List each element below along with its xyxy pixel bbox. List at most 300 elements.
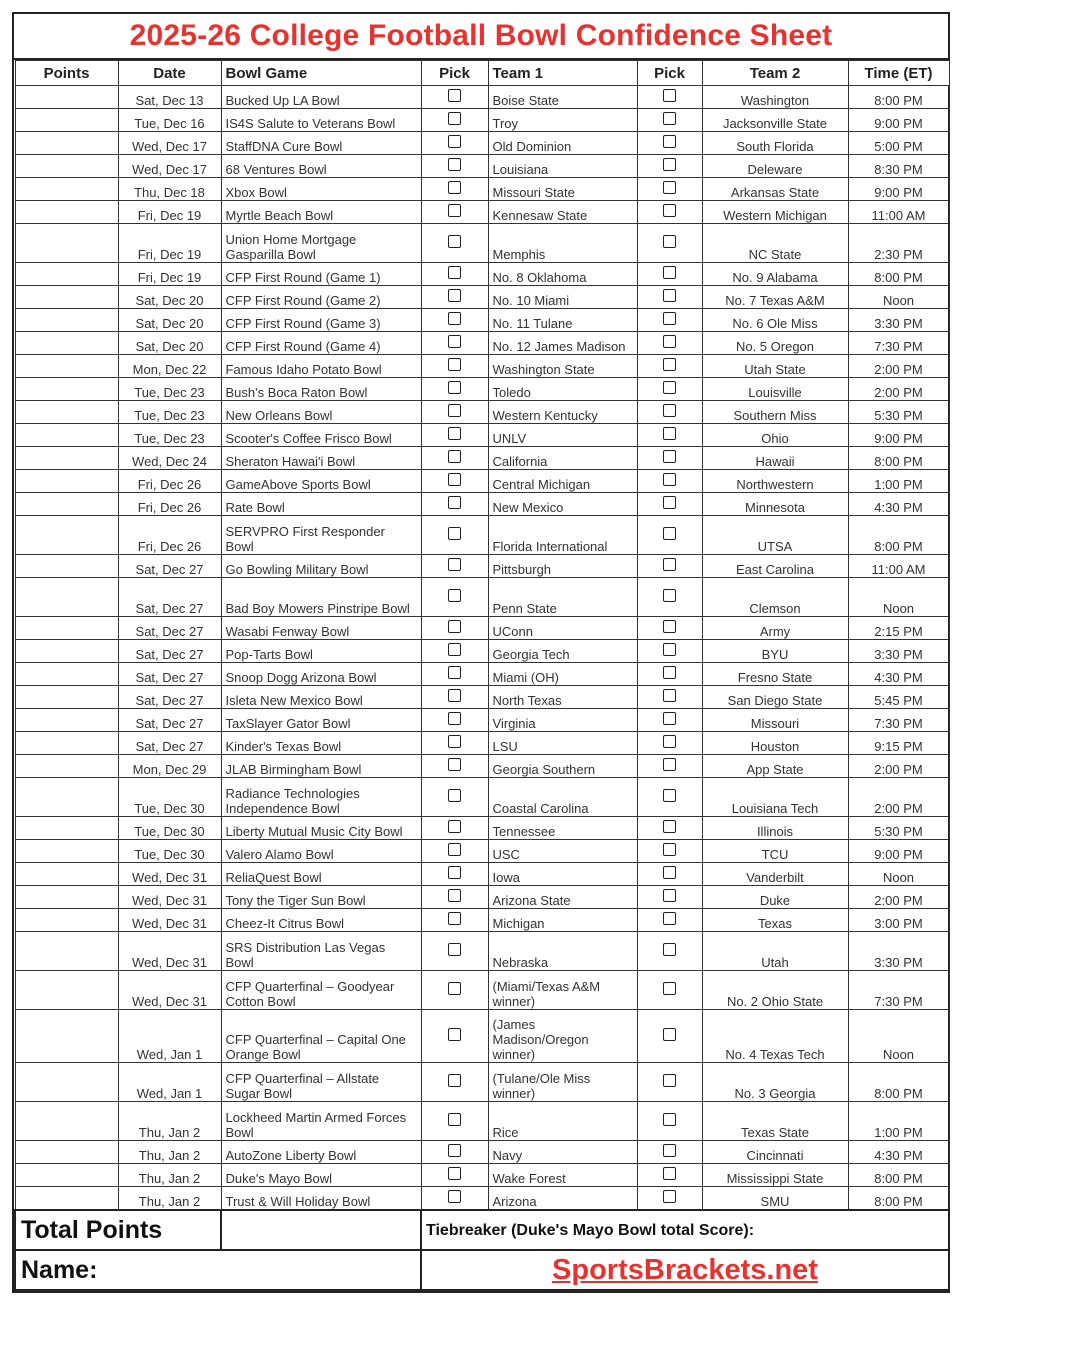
points-cell[interactable] bbox=[15, 617, 118, 640]
pick-checkbox[interactable] bbox=[448, 158, 461, 171]
table-row bbox=[15, 470, 949, 493]
date-cell: Tue, Dec 30 bbox=[118, 817, 221, 840]
pick-2-cell bbox=[637, 555, 702, 578]
bowl-cell: Sheraton Hawai'i Bowl bbox=[221, 447, 421, 470]
time-cell: 7:30 PM bbox=[848, 709, 949, 732]
pick-2-cell bbox=[637, 709, 702, 732]
bowl-cell: CFP First Round (Game 3) bbox=[221, 309, 421, 332]
pick-checkbox[interactable] bbox=[448, 496, 461, 509]
points-cell[interactable] bbox=[15, 1010, 118, 1063]
pick-checkbox[interactable] bbox=[448, 889, 461, 902]
pick-checkbox[interactable] bbox=[448, 181, 461, 194]
pick-1-cell bbox=[421, 971, 488, 1010]
time-cell: 9:00 PM bbox=[848, 424, 949, 447]
pick-checkbox[interactable] bbox=[663, 1167, 676, 1180]
pick-checkbox[interactable] bbox=[663, 758, 676, 771]
date-cell: Tue, Dec 30 bbox=[118, 778, 221, 817]
total-points-field[interactable] bbox=[221, 1210, 421, 1250]
pick-checkbox[interactable] bbox=[663, 1113, 676, 1126]
time-cell: 2:30 PM bbox=[848, 224, 949, 263]
points-cell[interactable] bbox=[15, 332, 118, 355]
date-cell: Sat, Dec 20 bbox=[118, 286, 221, 309]
time-cell: 3:30 PM bbox=[848, 309, 949, 332]
team-2-cell: SMU bbox=[702, 1187, 848, 1211]
col-pick-1: Pick bbox=[421, 61, 488, 86]
team-1-cell: Michigan bbox=[488, 909, 637, 932]
time-cell: 8:00 PM bbox=[848, 516, 949, 555]
pick-2-cell bbox=[637, 578, 702, 617]
pick-2-cell bbox=[637, 640, 702, 663]
table-row bbox=[15, 86, 949, 109]
pick-checkbox[interactable] bbox=[448, 912, 461, 925]
time-cell: 9:00 PM bbox=[848, 178, 949, 201]
points-cell[interactable] bbox=[15, 447, 118, 470]
table-row bbox=[15, 1141, 949, 1164]
pick-2-cell bbox=[637, 516, 702, 555]
pick-checkbox[interactable] bbox=[448, 266, 461, 279]
pick-checkbox[interactable] bbox=[663, 266, 676, 279]
team-1-cell: Memphis bbox=[488, 224, 637, 263]
pick-checkbox[interactable] bbox=[663, 1190, 676, 1203]
pick-checkbox[interactable] bbox=[663, 158, 676, 171]
pick-2-cell bbox=[637, 155, 702, 178]
points-cell[interactable] bbox=[15, 309, 118, 332]
team-2-cell: Western Michigan bbox=[702, 201, 848, 224]
date-cell: Sat, Dec 13 bbox=[118, 86, 221, 109]
pick-checkbox[interactable] bbox=[663, 689, 676, 702]
team-2-cell: No. 2 Ohio State bbox=[702, 971, 848, 1010]
pick-1-cell bbox=[421, 355, 488, 378]
pick-2-cell bbox=[637, 1010, 702, 1063]
points-cell[interactable] bbox=[15, 1102, 118, 1141]
pick-checkbox[interactable] bbox=[663, 312, 676, 325]
pick-checkbox[interactable] bbox=[448, 643, 461, 656]
pick-checkbox[interactable] bbox=[663, 820, 676, 833]
team-2-cell: No. 5 Oregon bbox=[702, 332, 848, 355]
date-cell: Sat, Dec 27 bbox=[118, 640, 221, 663]
pick-checkbox[interactable] bbox=[663, 866, 676, 879]
team-2-cell: Jacksonville State bbox=[702, 109, 848, 132]
pick-2-cell bbox=[637, 817, 702, 840]
bowl-cell: Scooter's Coffee Frisco Bowl bbox=[221, 424, 421, 447]
pick-checkbox[interactable] bbox=[663, 620, 676, 633]
points-cell[interactable] bbox=[15, 817, 118, 840]
points-cell[interactable] bbox=[15, 886, 118, 909]
pick-checkbox[interactable] bbox=[663, 112, 676, 125]
pick-checkbox[interactable] bbox=[663, 335, 676, 348]
table-row bbox=[15, 1187, 949, 1211]
team-2-cell: No. 9 Alabama bbox=[702, 263, 848, 286]
pick-checkbox[interactable] bbox=[448, 312, 461, 325]
points-cell[interactable] bbox=[15, 1187, 118, 1211]
team-2-cell: App State bbox=[702, 755, 848, 778]
date-cell: Wed, Dec 31 bbox=[118, 971, 221, 1010]
time-cell: 9:15 PM bbox=[848, 732, 949, 755]
team-1-cell: Western Kentucky bbox=[488, 401, 637, 424]
team-1-cell: Navy bbox=[488, 1141, 637, 1164]
points-cell[interactable] bbox=[15, 686, 118, 709]
points-cell[interactable] bbox=[15, 840, 118, 863]
pick-1-cell bbox=[421, 555, 488, 578]
time-cell: 8:00 PM bbox=[848, 1164, 949, 1187]
time-cell: 1:00 PM bbox=[848, 1102, 949, 1141]
pick-checkbox[interactable] bbox=[663, 912, 676, 925]
pick-2-cell bbox=[637, 686, 702, 709]
col-date: Date bbox=[118, 61, 221, 86]
table-row bbox=[15, 1010, 949, 1063]
date-cell: Wed, Jan 1 bbox=[118, 1063, 221, 1102]
pick-checkbox[interactable] bbox=[663, 1144, 676, 1157]
pick-checkbox[interactable] bbox=[663, 89, 676, 102]
table-row bbox=[15, 778, 949, 817]
pick-1-cell bbox=[421, 932, 488, 971]
pick-checkbox[interactable] bbox=[448, 789, 461, 802]
bowl-cell: Union Home Mortgage Gasparilla Bowl bbox=[221, 224, 421, 263]
time-cell: 8:00 PM bbox=[848, 1187, 949, 1211]
pick-checkbox[interactable] bbox=[663, 735, 676, 748]
pick-checkbox[interactable] bbox=[448, 335, 461, 348]
pick-2-cell bbox=[637, 470, 702, 493]
team-2-cell: Deleware bbox=[702, 155, 848, 178]
pick-checkbox[interactable] bbox=[448, 866, 461, 879]
points-cell[interactable] bbox=[15, 863, 118, 886]
time-cell: 2:00 PM bbox=[848, 378, 949, 401]
points-cell[interactable] bbox=[15, 578, 118, 617]
pick-2-cell bbox=[637, 732, 702, 755]
team-1-cell: Georgia Tech bbox=[488, 640, 637, 663]
col-team-2: Team 2 bbox=[702, 61, 848, 86]
bowl-cell: CFP Quarterfinal – Allstate Sugar Bowl bbox=[221, 1063, 421, 1102]
team-1-cell: Wake Forest bbox=[488, 1164, 637, 1187]
pick-checkbox[interactable] bbox=[663, 712, 676, 725]
bowl-cell: CFP First Round (Game 2) bbox=[221, 286, 421, 309]
pick-2-cell bbox=[637, 86, 702, 109]
team-2-cell: No. 3 Georgia bbox=[702, 1063, 848, 1102]
pick-checkbox[interactable] bbox=[663, 1028, 676, 1041]
time-cell: Noon bbox=[848, 578, 949, 617]
team-2-cell: Utah bbox=[702, 932, 848, 971]
team-2-cell: Northwestern bbox=[702, 470, 848, 493]
pick-checkbox[interactable] bbox=[448, 473, 461, 486]
pick-1-cell bbox=[421, 663, 488, 686]
team-2-cell: No. 7 Texas A&M bbox=[702, 286, 848, 309]
pick-checkbox[interactable] bbox=[448, 204, 461, 217]
team-2-cell: NC State bbox=[702, 224, 848, 263]
table-row bbox=[15, 709, 949, 732]
pick-2-cell bbox=[637, 971, 702, 1010]
bowl-cell: Isleta New Mexico Bowl bbox=[221, 686, 421, 709]
pick-2-cell bbox=[637, 663, 702, 686]
team-2-cell: Ohio bbox=[702, 424, 848, 447]
pick-checkbox[interactable] bbox=[448, 381, 461, 394]
pick-checkbox[interactable] bbox=[448, 527, 461, 540]
date-cell: Fri, Dec 26 bbox=[118, 493, 221, 516]
time-cell: Noon bbox=[848, 863, 949, 886]
pick-checkbox[interactable] bbox=[663, 204, 676, 217]
pick-checkbox[interactable] bbox=[663, 666, 676, 679]
team-1-cell: Boise State bbox=[488, 86, 637, 109]
pick-checkbox[interactable] bbox=[448, 135, 461, 148]
table-row bbox=[15, 447, 949, 470]
pick-1-cell bbox=[421, 863, 488, 886]
pick-checkbox[interactable] bbox=[448, 1167, 461, 1180]
points-cell[interactable] bbox=[15, 286, 118, 309]
time-cell: 2:15 PM bbox=[848, 617, 949, 640]
points-cell[interactable] bbox=[15, 709, 118, 732]
time-cell: 8:00 PM bbox=[848, 1063, 949, 1102]
points-cell[interactable] bbox=[15, 755, 118, 778]
points-cell[interactable] bbox=[15, 778, 118, 817]
pick-2-cell bbox=[637, 778, 702, 817]
pick-checkbox[interactable] bbox=[663, 889, 676, 902]
confidence-sheet bbox=[12, 12, 950, 1293]
pick-checkbox[interactable] bbox=[448, 427, 461, 440]
pick-checkbox[interactable] bbox=[448, 735, 461, 748]
pick-1-cell bbox=[421, 401, 488, 424]
points-cell[interactable] bbox=[15, 378, 118, 401]
pick-checkbox[interactable] bbox=[663, 235, 676, 248]
pick-checkbox[interactable] bbox=[448, 666, 461, 679]
pick-checkbox[interactable] bbox=[663, 558, 676, 571]
points-cell[interactable] bbox=[15, 178, 118, 201]
pick-checkbox[interactable] bbox=[448, 235, 461, 248]
bowl-cell: Duke's Mayo Bowl bbox=[221, 1164, 421, 1187]
date-cell: Sat, Dec 27 bbox=[118, 709, 221, 732]
team-2-cell: Minnesota bbox=[702, 493, 848, 516]
team-2-cell: UTSA bbox=[702, 516, 848, 555]
pick-checkbox[interactable] bbox=[663, 943, 676, 956]
team-2-cell: Duke bbox=[702, 886, 848, 909]
bowl-cell: Pop-Tarts Bowl bbox=[221, 640, 421, 663]
points-cell[interactable] bbox=[15, 1063, 118, 1102]
team-1-cell: Penn State bbox=[488, 578, 637, 617]
bowl-cell: Tony the Tiger Sun Bowl bbox=[221, 886, 421, 909]
time-cell: 8:00 PM bbox=[848, 447, 949, 470]
pick-checkbox[interactable] bbox=[663, 496, 676, 509]
bowl-cell: CFP First Round (Game 4) bbox=[221, 332, 421, 355]
pick-2-cell bbox=[637, 755, 702, 778]
points-cell[interactable] bbox=[15, 201, 118, 224]
pick-checkbox[interactable] bbox=[663, 289, 676, 302]
pick-1-cell bbox=[421, 516, 488, 555]
table-row bbox=[15, 840, 949, 863]
table-row bbox=[15, 493, 949, 516]
time-cell: 3:00 PM bbox=[848, 909, 949, 932]
time-cell: 9:00 PM bbox=[848, 840, 949, 863]
col-team-1: Team 1 bbox=[488, 61, 637, 86]
points-cell[interactable] bbox=[15, 470, 118, 493]
bowl-cell: Rate Bowl bbox=[221, 493, 421, 516]
team-1-cell: Rice bbox=[488, 1102, 637, 1141]
pick-1-cell bbox=[421, 86, 488, 109]
pick-checkbox[interactable] bbox=[448, 589, 461, 602]
team-1-cell: Missouri State bbox=[488, 178, 637, 201]
table-row bbox=[15, 578, 949, 617]
pick-checkbox[interactable] bbox=[448, 943, 461, 956]
tiebreaker-label: Tiebreaker (Duke's Mayo Bowl total Score): bbox=[421, 1210, 949, 1250]
pick-1-cell bbox=[421, 686, 488, 709]
team-2-cell: Utah State bbox=[702, 355, 848, 378]
points-cell[interactable] bbox=[15, 971, 118, 1010]
points-cell[interactable] bbox=[15, 224, 118, 263]
pick-checkbox[interactable] bbox=[663, 427, 676, 440]
team-1-cell: Miami (OH) bbox=[488, 663, 637, 686]
pick-2-cell bbox=[637, 1187, 702, 1211]
time-cell: 3:30 PM bbox=[848, 932, 949, 971]
points-cell[interactable] bbox=[15, 263, 118, 286]
table-row bbox=[15, 971, 949, 1010]
team-1-cell: North Texas bbox=[488, 686, 637, 709]
team-1-cell: Troy bbox=[488, 109, 637, 132]
table-row bbox=[15, 263, 949, 286]
pick-checkbox[interactable] bbox=[663, 789, 676, 802]
pick-checkbox[interactable] bbox=[663, 843, 676, 856]
date-cell: Mon, Dec 22 bbox=[118, 355, 221, 378]
pick-checkbox[interactable] bbox=[663, 404, 676, 417]
pick-checkbox[interactable] bbox=[663, 181, 676, 194]
points-cell[interactable] bbox=[15, 132, 118, 155]
bowl-cell: Valero Alamo Bowl bbox=[221, 840, 421, 863]
pick-1-cell bbox=[421, 424, 488, 447]
pick-checkbox[interactable] bbox=[448, 820, 461, 833]
pick-1-cell bbox=[421, 224, 488, 263]
pick-checkbox[interactable] bbox=[448, 689, 461, 702]
points-cell[interactable] bbox=[15, 493, 118, 516]
pick-checkbox[interactable] bbox=[448, 1074, 461, 1087]
table-row bbox=[15, 224, 949, 263]
date-cell: Tue, Dec 23 bbox=[118, 401, 221, 424]
bowl-cell: Lockheed Martin Armed Forces Bowl bbox=[221, 1102, 421, 1141]
points-cell[interactable] bbox=[15, 663, 118, 686]
table-row bbox=[15, 909, 949, 932]
points-cell[interactable] bbox=[15, 932, 118, 971]
pick-checkbox[interactable] bbox=[663, 473, 676, 486]
site-link[interactable]: SportsBrackets.net bbox=[421, 1250, 949, 1290]
date-cell: Sat, Dec 27 bbox=[118, 732, 221, 755]
team-1-cell: New Mexico bbox=[488, 493, 637, 516]
date-cell: Wed, Dec 24 bbox=[118, 447, 221, 470]
pick-checkbox[interactable] bbox=[448, 1028, 461, 1041]
team-1-cell: California bbox=[488, 447, 637, 470]
date-cell: Sat, Dec 27 bbox=[118, 663, 221, 686]
time-cell: 5:45 PM bbox=[848, 686, 949, 709]
name-label[interactable]: Name: bbox=[15, 1250, 421, 1290]
pick-2-cell bbox=[637, 1164, 702, 1187]
pick-checkbox[interactable] bbox=[663, 450, 676, 463]
date-cell: Wed, Jan 1 bbox=[118, 1010, 221, 1063]
pick-checkbox[interactable] bbox=[448, 843, 461, 856]
table-row bbox=[15, 932, 949, 971]
pick-1-cell bbox=[421, 1164, 488, 1187]
team-2-cell: Hawaii bbox=[702, 447, 848, 470]
date-cell: Fri, Dec 26 bbox=[118, 516, 221, 555]
pick-checkbox[interactable] bbox=[663, 381, 676, 394]
pick-checkbox[interactable] bbox=[663, 358, 676, 371]
pick-checkbox[interactable] bbox=[448, 450, 461, 463]
pick-checkbox[interactable] bbox=[448, 558, 461, 571]
pick-checkbox[interactable] bbox=[448, 404, 461, 417]
pick-2-cell bbox=[637, 1063, 702, 1102]
pick-1-cell bbox=[421, 447, 488, 470]
pick-checkbox[interactable] bbox=[663, 527, 676, 540]
team-1-cell: Arizona bbox=[488, 1187, 637, 1211]
pick-checkbox[interactable] bbox=[448, 1190, 461, 1203]
date-cell: Mon, Dec 29 bbox=[118, 755, 221, 778]
pick-checkbox[interactable] bbox=[448, 620, 461, 633]
pick-checkbox[interactable] bbox=[663, 1074, 676, 1087]
pick-checkbox[interactable] bbox=[663, 982, 676, 995]
team-1-cell: Central Michigan bbox=[488, 470, 637, 493]
points-cell[interactable] bbox=[15, 109, 118, 132]
points-cell[interactable] bbox=[15, 86, 118, 109]
pick-checkbox[interactable] bbox=[663, 643, 676, 656]
time-cell: 2:00 PM bbox=[848, 778, 949, 817]
points-cell[interactable] bbox=[15, 1141, 118, 1164]
pick-1-cell bbox=[421, 201, 488, 224]
points-cell[interactable] bbox=[15, 355, 118, 378]
pick-1-cell bbox=[421, 617, 488, 640]
pick-1-cell bbox=[421, 263, 488, 286]
time-cell: Noon bbox=[848, 1010, 949, 1063]
team-1-cell: Old Dominion bbox=[488, 132, 637, 155]
points-cell[interactable] bbox=[15, 1164, 118, 1187]
team-2-cell: Mississippi State bbox=[702, 1164, 848, 1187]
points-cell[interactable] bbox=[15, 640, 118, 663]
pick-checkbox[interactable] bbox=[448, 1113, 461, 1126]
pick-1-cell bbox=[421, 909, 488, 932]
table-row bbox=[15, 617, 949, 640]
pick-2-cell bbox=[637, 309, 702, 332]
pick-checkbox[interactable] bbox=[448, 112, 461, 125]
time-cell: 7:30 PM bbox=[848, 332, 949, 355]
team-2-cell: Houston bbox=[702, 732, 848, 755]
table-row bbox=[15, 132, 949, 155]
team-1-cell: No. 10 Miami bbox=[488, 286, 637, 309]
pick-checkbox[interactable] bbox=[448, 712, 461, 725]
pick-1-cell bbox=[421, 709, 488, 732]
points-cell[interactable] bbox=[15, 555, 118, 578]
pick-checkbox[interactable] bbox=[448, 289, 461, 302]
pick-checkbox[interactable] bbox=[663, 135, 676, 148]
pick-2-cell bbox=[637, 355, 702, 378]
time-cell: 5:30 PM bbox=[848, 401, 949, 424]
team-2-cell: Clemson bbox=[702, 578, 848, 617]
pick-checkbox[interactable] bbox=[663, 589, 676, 602]
date-cell: Thu, Jan 2 bbox=[118, 1187, 221, 1211]
points-cell[interactable] bbox=[15, 401, 118, 424]
pick-checkbox[interactable] bbox=[448, 89, 461, 102]
bowl-cell: Go Bowling Military Bowl bbox=[221, 555, 421, 578]
points-cell[interactable] bbox=[15, 516, 118, 555]
points-cell[interactable] bbox=[15, 909, 118, 932]
pick-checkbox[interactable] bbox=[448, 758, 461, 771]
points-cell[interactable] bbox=[15, 732, 118, 755]
pick-checkbox[interactable] bbox=[448, 1144, 461, 1157]
points-cell[interactable] bbox=[15, 155, 118, 178]
table-row bbox=[15, 555, 949, 578]
pick-checkbox[interactable] bbox=[448, 358, 461, 371]
pick-2-cell bbox=[637, 493, 702, 516]
footer-row-total bbox=[15, 1210, 949, 1250]
team-1-cell: UConn bbox=[488, 617, 637, 640]
pick-checkbox[interactable] bbox=[448, 982, 461, 995]
points-cell[interactable] bbox=[15, 424, 118, 447]
date-cell: Wed, Dec 31 bbox=[118, 909, 221, 932]
time-cell: 2:00 PM bbox=[848, 755, 949, 778]
time-cell: 11:00 AM bbox=[848, 201, 949, 224]
pick-1-cell bbox=[421, 578, 488, 617]
table-row bbox=[15, 863, 949, 886]
